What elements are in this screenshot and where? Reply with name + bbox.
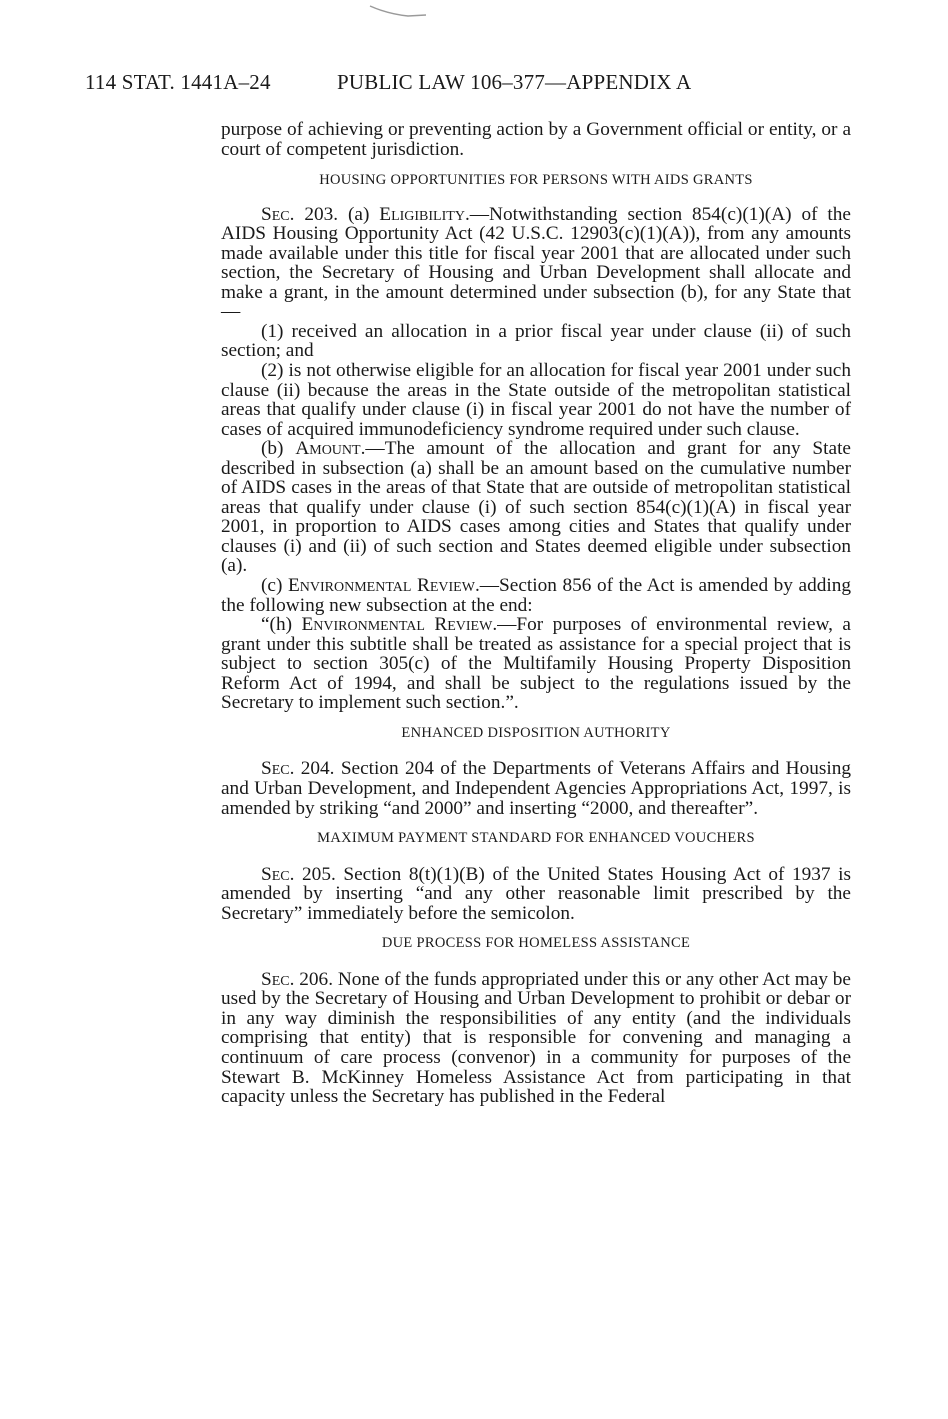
section-203-label: Sec. 203. (261, 203, 339, 225)
intro-paragraph: purpose of achieving or preventing action by a Government official or entity, or a court of competent jurisdiction. (221, 119, 851, 160)
subsection-c-marker: (c) (261, 575, 283, 597)
section-205-text: Section 8(t)(1)(B) of the United States Housing Act of 1937 is amended by inserting “and any other reasonable limit prescribed by the Secretary” immediately before the semicolon. (221, 863, 851, 924)
law-title: PUBLIC LAW 106–377—APPENDIX A (337, 70, 692, 94)
item-1-paragraph: (1) received an allocation in a prior fiscal year under clause (ii) of such section; and (221, 320, 851, 362)
section-203-a-paragraph (221, 205, 851, 322)
section-206-text: None of the funds appropriated under this or any other Act may be used by the Secretary of Housing and Urban Development to prohibit or debar or in any way diminish the responsibilities of any entity (and the individuals comprising that entity) that is responsible for convening and managing a continuum of care process (convenor) in a community for purposes of the Stewart B. McKinney Homeless Assistance Act from participating in that capacity unless the Secretary has published in the Federal (221, 968, 851, 1108)
subsection-a-text: .—Notwithstanding section 854(c)(1)(A) of the AIDS Housing Opportunity Act (42 U.S.C. 12903(c)(1)(A)), from any amounts made available under this title for fiscal year 2001 that are allocated under such section, the Secretary of Housing and Urban Development shall allocate and make a grant, in the amount determined under subsection (b), for any State that— (221, 203, 851, 323)
subsection-h-paragraph (221, 615, 851, 713)
subsection-h-text: .—For purposes of environmental review, a grant under this subtitle shall be treated as assistance for a special project that is subject to section 305(c) of the Multifamily Housing Property Disposition Reform Act of 1994, and shall be subject to the regulations issued by the Secretary to implement such section.”. (221, 614, 851, 714)
subsection-a-marker: (a) (347, 203, 370, 225)
subsection-b-marker: (b) (261, 438, 284, 460)
section-204-paragraph (221, 759, 851, 818)
section-204-label: Sec. 204. (261, 758, 335, 780)
subsection-c-text: .—Section 856 of the Act is amended by adding the following new subsection at the end: (221, 575, 851, 616)
page-header (85, 70, 691, 95)
section-204-text: Section 204 of the Departments of Veterans Affairs and Housing and Urban Development, and Independent Agencies Appropriations Act, 1997, is amended by striking “and 2000” and inserting “2000, and thereafter”. (221, 758, 851, 819)
subsection-h-marker: “(h) (261, 614, 293, 636)
section-204-heading: ENHANCED DISPOSITION AUTHORITY (401, 724, 671, 741)
section-205-heading: MAXIMUM PAYMENT STANDARD FOR ENHANCED VOUCHERS (317, 830, 755, 847)
scan-artifact-mark (368, 4, 428, 18)
subsection-b-text: .—The amount of the allocation and grant for any State described in subsection (a) shall be an amount based on the cumulative number of AIDS cases in the areas of that State that are outside of metropolitan statistical areas that qualify under clause (i) of such section 854(c)(1)(A) in fiscal year 2001, in proportion to AIDS cases among cities and States that qualify under clauses (i) and (ii) of such section and States deemed eligible under subsection (a). (221, 438, 851, 577)
stat-reference: 114 STAT. 1441A–24 (85, 70, 271, 94)
subsection-c-paragraph (221, 576, 851, 615)
subsection-h-title: Environmental Review (301, 614, 493, 636)
subsection-b-paragraph (221, 439, 851, 576)
subsection-b-title: Amount (295, 438, 361, 460)
document-body (221, 120, 851, 1107)
section-205-paragraph (221, 865, 851, 924)
section-206-label: Sec. 206. (261, 968, 334, 990)
section-205-label: Sec. 205. (261, 863, 336, 885)
item-2-paragraph: (2) is not otherwise eligible for an allocation for fiscal year 2001 under such clause (ii) because the areas in the State outside of the metropolitan statistical areas that qualify under clause (i) in fiscal year 2001 do not have the number of cases of acquired immunodeficiency syndrome required under such clause. (221, 360, 851, 440)
section-206-heading: DUE PROCESS FOR HOMELESS ASSISTANCE (381, 935, 691, 952)
subsection-a-title: Eligibility (379, 203, 465, 225)
subsection-c-title: Environmental Review (287, 575, 475, 597)
section-203-heading: HOUSING OPPORTUNITIES FOR PERSONS WITH AIDS GRANTS (319, 172, 753, 189)
section-206-paragraph (221, 970, 851, 1107)
